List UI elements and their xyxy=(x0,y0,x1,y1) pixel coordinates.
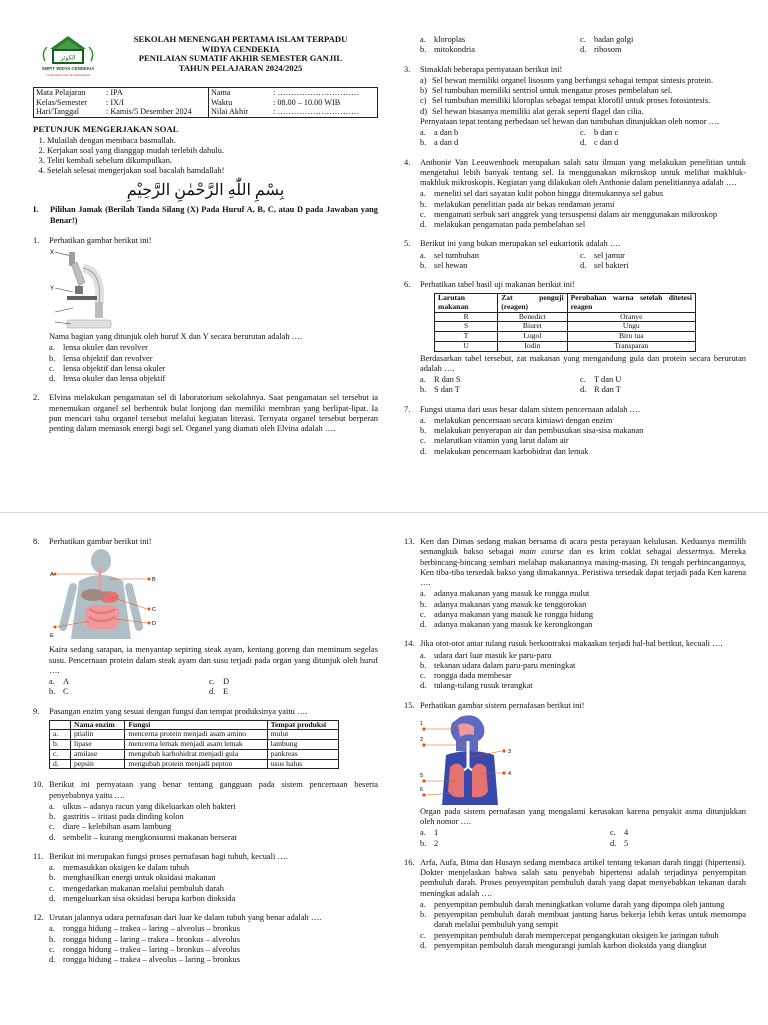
question-text: Ken dan Dimas sedang makan bersama di acara pesta perayaan kelulusan. Keduanya memilih semangkuk bakso sebagai main course dan es krim coklat sebagai dessertnya. Mereka berbincang-bincang sembari melahap makanannya masing-masing. Di tengah perbincangannya, Ken tiba-tiba tersedak bakso yang dimakannya. Peristiwa tersedak dapat terjadi pada Ken karena …. xyxy=(420,537,746,587)
basmalah-calligraphy: بِسْمِ اللّٰهِ الرَّحْمٰنِ الرَّحِيْمِ xyxy=(126,181,285,199)
answer-option-b[interactable]: b. sel hewan xyxy=(420,260,468,270)
answer-option-b[interactable]: b. mitokondria xyxy=(420,45,475,55)
question-number: 7. xyxy=(404,404,411,414)
question-number: 13. xyxy=(404,537,415,546)
question-text: Anthonie Van Leeuwenhoek merupakan salah satu ilmuan yang melakukan penelitian untuk mengetahui lebih banyak tentang sel. Ia menggunakan mikroskop untuk melihat makhluk-makhluk mikroskopis. Kegiatan yang dilakukan oleh Anthonie dalam penelitiannya adalah …. xyxy=(420,157,746,187)
answer-option-b[interactable]: b. C xyxy=(49,687,69,697)
question-14 xyxy=(404,639,746,691)
answer-option-c[interactable]: c. adanya makanan yang masuk ke rongga hidung xyxy=(420,609,594,619)
table-row: U Iodin Transparan xyxy=(435,341,696,351)
question-number: 16. xyxy=(404,857,415,867)
figure-label-a: A xyxy=(50,572,54,579)
question-stem: Kaira sedang sarapan, ia menyantap sepiring steak ayam, kentang goreng dan meminum segelas susu. Pencernaan protein dalam steak ayam dan susu terjadi pada organ yang ditunjuk oleh huruf …. xyxy=(49,645,378,675)
answer-option-b[interactable]: b. melakukan penyerapan air dan pembusukan sisa-sisa makanan xyxy=(420,426,644,436)
answer-option-c[interactable]: c. T dan U xyxy=(580,375,622,385)
answer-option-b[interactable]: b. adanya makanan yang masuk ke tenggorokan xyxy=(420,599,587,609)
question-stem: Berdasarkan tabel tersebut, zat makanan yang mengandung gula dan protein secara berurutan adalah …. xyxy=(420,353,746,373)
table-row[interactable]: c. amilase mengubah karbohidrat menjadi gula pankreas xyxy=(50,749,339,759)
question-text: Perhatikan gambar berikut ini! xyxy=(49,235,152,245)
question-text: Urutan jalannya udara pernafasan dari luar ke dalam tubuh yang benar adalah …. xyxy=(49,913,322,923)
answer-options xyxy=(49,343,378,384)
question-number: 10. xyxy=(33,780,44,790)
info-row xyxy=(34,107,378,117)
question-9 xyxy=(33,707,378,772)
answer-option-a[interactable]: a. kloroplas xyxy=(420,35,466,44)
answer-options xyxy=(420,128,746,149)
answer-option-d[interactable]: d. tulang-tulang rusuk terangkat xyxy=(420,681,533,691)
section-instruction: Pilihan Jamak (Berilah Tanda Silang (X) Pada Huruf A, B, C, atau D pada Jawaban yang Benar!) xyxy=(50,205,378,225)
respiratory-system-figure xyxy=(420,711,520,807)
answer-option-a[interactable]: a. memasukkan oksigen ke dalam tubuh xyxy=(49,863,190,873)
answer-options xyxy=(49,802,378,843)
question-4 xyxy=(404,158,746,231)
answer-option-d[interactable]: d. c dan d xyxy=(580,138,619,148)
school-name-2: WIDYA CENDEKIA xyxy=(201,43,280,54)
answer-option-c[interactable]: c. lensa objektif dan lensa okuler xyxy=(49,363,166,373)
answer-option-a[interactable]: a. sel tumbuhan xyxy=(420,250,479,260)
answer-option-d[interactable]: d. 5 xyxy=(610,838,629,848)
info-label: Mata Pelajaran xyxy=(34,88,105,98)
answer-option-d[interactable]: d. E xyxy=(209,687,229,697)
question-13 xyxy=(404,537,746,630)
answer-option-a[interactable]: a. A xyxy=(49,677,70,686)
answer-option-b[interactable]: b. 2 xyxy=(420,838,439,848)
answer-option-c[interactable]: c. b dan c xyxy=(580,128,619,137)
statement-list xyxy=(420,76,746,117)
info-label: Nama xyxy=(209,88,272,98)
question-number: 11. xyxy=(33,851,44,861)
question-number: 15. xyxy=(404,700,415,710)
answer-options xyxy=(420,416,746,457)
statement-item: a) Sel hewan memiliki organel lisosom yang berfungsi sebagai tempat sintesis protein. xyxy=(420,75,714,85)
enzyme-table xyxy=(49,720,339,770)
answer-options xyxy=(420,828,746,849)
question-6 xyxy=(404,280,746,396)
answer-option-c[interactable]: c. D xyxy=(209,677,230,686)
question-10 xyxy=(33,780,378,843)
question-5 xyxy=(404,239,746,271)
statement-item: b) Sel tumbuhan memiliki sentriol untuk mengatur proses pembelahan sel. xyxy=(420,86,673,95)
page-2-right-column xyxy=(404,537,746,960)
instructions-list xyxy=(33,136,378,177)
exam-page-1 xyxy=(0,0,768,512)
answer-option-c[interactable]: c. melarutkan vitamin yang larut dalam air xyxy=(420,436,569,446)
table-header: Fungsi xyxy=(125,720,267,730)
answer-options xyxy=(49,863,378,904)
question-number: 6. xyxy=(404,280,411,289)
table-row[interactable]: a. ptialin mencerna protein menjadi asam amino mulut xyxy=(50,730,339,740)
digestive-system-figure xyxy=(49,547,159,645)
question-text: Berikut ini pernyataan yang benar tentang gangguan pada sistem pencernaan beserta penyebabnya yaitu …. xyxy=(49,780,378,800)
question-8 xyxy=(33,537,378,698)
answer-option-d[interactable]: d. sembelit – kurang mengkonsumsi makanan berserat xyxy=(49,832,237,842)
question-text: Elvina melakukan pengamatan sel di laboratorium sekolahnya. Saat pengamatan sel tersebut ia menemukan organel sel berbentuk bulat lonjong dan memiliki membran yang berlipat-lipat. Ia pun mencari tahu organel tersebut melalui kegiatan literasi. Ternyata organel tersebut berperan penting dalam memasok energi bagi sel. Organel yang diamati oleh Elvina adalah …. xyxy=(49,393,378,433)
info-row xyxy=(34,88,378,98)
score-field[interactable]: : ………………………… xyxy=(271,107,378,117)
answer-option-a[interactable]: a. penyempitan pembuluh darah meningkatkan volume darah yang dipompa oleh jantung xyxy=(420,899,725,909)
info-value: : IPA xyxy=(104,88,209,98)
answer-option-a[interactable]: a. ulkus – adanya racun yang dikeluarkan oleh bakteri xyxy=(49,801,236,811)
question-number: 5. xyxy=(404,239,411,249)
figure-label-d: D xyxy=(152,621,156,628)
figure-label-b: B xyxy=(152,577,156,584)
page-1-left-column xyxy=(33,35,378,443)
table-header: Nama enzim xyxy=(71,720,125,730)
question-1 xyxy=(33,236,378,385)
exam-title: PENILAIAN SUMATIF AKHIR SEMESTER GANJIL xyxy=(138,53,343,64)
answer-option-b[interactable]: b. penyempitan pembuluh darah membuat jantung harus bekerja lebih keras untuk memompa darah melalui pembuluh yang sempit xyxy=(420,910,746,930)
exam-page-2 xyxy=(0,512,768,1025)
question-11 xyxy=(33,852,378,904)
question-stem: Organ pada sistem pernafasan yang mengalami kerusakan karena penyakit asma ditunjukkan oleh nomor …. xyxy=(420,806,746,826)
answer-option-d[interactable]: d. sel bakteri xyxy=(580,260,629,270)
info-value: : IX/I xyxy=(104,98,209,108)
info-label: Kelas/Semester xyxy=(34,98,105,108)
exam-header xyxy=(33,35,378,85)
table-row: T Lugol Biru tua xyxy=(435,332,696,342)
question-text: Simaklah beberapa pernyataan berikut ini! xyxy=(420,64,563,74)
school-name: SEKOLAH MENENGAH PERTAMA ISLAM TERPADU xyxy=(133,34,348,44)
answer-option-c[interactable]: c. 4 xyxy=(610,828,629,838)
figure-label-2: 2 xyxy=(420,736,424,743)
answer-options xyxy=(420,651,746,692)
answer-option-c[interactable]: c. rongga hidung – trakea – laring – bronkus – alveolus xyxy=(49,944,240,954)
answer-options xyxy=(420,251,746,272)
answer-option-c[interactable]: c. rongga dada membesar xyxy=(420,671,512,680)
question-number: 8. xyxy=(33,537,40,546)
answer-option-a[interactable]: a. udara dari luar masuk ke paru-paru xyxy=(420,650,552,660)
answer-option-b[interactable]: b. a dan d xyxy=(420,138,459,148)
question-7 xyxy=(404,405,746,457)
statement-item: c) Sel tumbuhan memiliki kloroplas sebagai tempat klorofil untuk proses fotosintesis. xyxy=(420,96,711,106)
academic-year: TAHUN PELAJARAN 2024/2025 xyxy=(178,62,303,73)
instruction-item: 1. Mulailah dengan membaca basmallah. xyxy=(47,136,378,146)
answer-option-b[interactable]: b. gastritis – iritasi pada dinding kolon xyxy=(49,812,184,822)
question-16 xyxy=(404,858,746,951)
name-field[interactable]: : ………………………… xyxy=(271,88,378,98)
table-header: Zat penguji (reagen) xyxy=(498,294,567,312)
answer-option-a[interactable]: a. R dan S xyxy=(420,375,461,385)
answer-option-b[interactable]: b. lensa objektif dan revolver xyxy=(49,353,153,363)
table-row: S Biuret Ungu xyxy=(435,322,696,332)
table-header: Perubahan warna setelah ditetesi reagen xyxy=(567,294,695,312)
question-number: 3. xyxy=(404,64,411,74)
logo-motto: Cerdas Berprestasi Berakhlak Mulia xyxy=(45,73,91,77)
question-2-options xyxy=(404,34,746,56)
microscope-figure xyxy=(49,246,119,332)
question-text: Pasangan enzim yang sesuai dengan fungsi dan tempat produksinya yaitu …. xyxy=(49,706,308,716)
food-test-table xyxy=(434,293,696,351)
info-row xyxy=(34,98,378,108)
answer-options xyxy=(420,589,746,630)
question-number: 14. xyxy=(404,639,415,649)
answer-option-a[interactable]: a. adanya makanan yang masuk ke rongga mulut xyxy=(420,589,590,599)
answer-option-c[interactable]: c. sel jamur xyxy=(580,250,625,260)
answer-option-d[interactable]: d. penyempitan pembuluh darah mengurangi jumlah karbon dioksida yang diangkut xyxy=(420,940,707,950)
question-2 xyxy=(33,393,378,434)
answer-option-d[interactable]: d. adanya makanan yang masuk ke kerongkongan xyxy=(420,620,593,629)
answer-option-b[interactable]: b. rongga hidung – laring – trakea – bronkus – alveolus xyxy=(49,934,240,944)
answer-option-a[interactable]: a. meneliti sel dari sayatan kulit pohon hingga ditemukannya sel gabus xyxy=(420,189,664,199)
question-number: 1. xyxy=(33,235,40,245)
question-stem: Pernyataan tepat tentang perbedaan sel hewan dan tumbuhan ditunjukkan oleh nomor …. xyxy=(420,116,720,126)
school-logo xyxy=(35,35,101,79)
question-number: 12. xyxy=(33,913,44,923)
answer-option-a[interactable]: a. lensa okuler dan revolver xyxy=(49,343,148,353)
question-text: Fungsi utama dari usus besar dalam sistem pencernaan adalah …. xyxy=(420,404,641,414)
question-text: Jika otot-otot antar tulang rusuk berkontraksi makaakan terjadi hal-hal berikut, kecuali …. xyxy=(420,639,723,649)
student-info-table xyxy=(33,87,378,118)
answer-option-b[interactable]: b. melakukan penelitian pada air bekas rendaman jerami xyxy=(420,199,615,209)
instructions-title: PETUNJUK MENGERJAKAN SOAL xyxy=(33,124,179,135)
figure-label-y: Y xyxy=(50,286,55,292)
answer-option-d[interactable]: d. melakukan pengamatan pada pembelahan sel xyxy=(420,220,586,229)
instruction-item: 4. Setelah selesai mengerjakan soal bacalah hamdallah! xyxy=(47,166,378,176)
question-text: Perhatikan gambar berikut ini! xyxy=(49,537,152,546)
answer-options xyxy=(420,189,746,230)
answer-option-c[interactable]: c. mengedarkan makanan melalui pembuluh darah xyxy=(49,883,224,893)
figure-label-6: 6 xyxy=(420,786,424,793)
answer-options xyxy=(49,677,378,698)
question-15 xyxy=(404,701,746,849)
info-label: Waktu xyxy=(211,97,233,107)
answer-option-c[interactable]: c. penyempitan pembuluh darah mempercepat pengangkutan oksigen ke jaringan tubuh xyxy=(420,930,719,940)
instruction-item: 2. Kerjakan soal yang dianggap mudah terlebih dahulu. xyxy=(47,146,378,156)
instruction-item: 3. Teliti kembali sebelum dikumpulkan. xyxy=(47,156,378,166)
statement-item: d) Sel hewan biasanya memiliki alat gerak seperti flagel dan cilia. xyxy=(420,106,644,116)
table-header-row xyxy=(435,294,696,312)
answer-option-c[interactable]: c. badan golgi xyxy=(580,35,634,44)
table-header: Tempat produksi xyxy=(267,720,338,730)
table-row[interactable]: d. pepsin mengubah protein menjadi pepton usus halus xyxy=(50,759,339,769)
answer-option-a[interactable]: a. a dan b xyxy=(420,128,459,137)
question-3 xyxy=(404,65,746,149)
figure-label-4: 4 xyxy=(508,770,512,777)
answer-option-d[interactable]: d. lensa okuler dan lensa objektif xyxy=(49,374,166,383)
figure-label-3: 3 xyxy=(508,748,512,755)
question-stem: Nama bagian yang ditunjuk oleh huruf X dan Y secara berurutan adalah …. xyxy=(49,332,303,341)
question-text: Berikut ini yang bukan merupakan sel eukariotik adalah …. xyxy=(420,239,621,249)
section-number: I. xyxy=(33,205,39,215)
answer-option-c[interactable]: c. mengamati serbuk sari anggrek yang tersuspensi dalam air menggunakan mikroskop xyxy=(420,209,718,219)
table-header: Larutan makanan xyxy=(435,294,498,312)
question-text: Berikut ini merupakan fungsi proses pernafasan bagi tubuh, kecuali …. xyxy=(49,851,288,861)
question-number: 9. xyxy=(33,706,40,716)
logo-school-name: SMPIT WIDYA CENDEKIA xyxy=(41,66,95,71)
answer-option-d[interactable]: d. mengeluarkan sisa oksidasi berupa karbon dioksida xyxy=(49,893,236,903)
answer-options xyxy=(420,375,746,396)
question-12 xyxy=(33,913,378,965)
info-value: : 08.00 – 10.00 WIB xyxy=(271,98,378,108)
figure-label-e: E xyxy=(50,633,54,640)
figure-label-c: C xyxy=(152,607,156,614)
figure-label-1: 1 xyxy=(420,720,424,727)
question-text: Perhatikan tabel hasil uji makanan berikut ini! xyxy=(420,280,575,289)
answer-option-b[interactable]: b. tekanan udara dalam paru-paru meningkat xyxy=(420,660,576,670)
page-2-left-column xyxy=(33,537,378,974)
answer-option-d[interactable]: d. rongga hidung – trakea – alveolus – laring – bronkus xyxy=(49,955,240,965)
answer-option-b[interactable]: b. menghasilkan energi untuk oksidasi makanan xyxy=(49,873,216,883)
question-number: 2. xyxy=(33,393,40,403)
figure-label-5: 5 xyxy=(420,772,424,779)
info-label: Nilai Akhir xyxy=(209,107,272,117)
school-heading xyxy=(103,35,378,74)
question-text: Perhatikan gambar sistem pernafasan berikut ini! xyxy=(420,700,585,710)
answer-option-b[interactable]: b. S dan T xyxy=(420,385,460,395)
answer-option-a[interactable]: a. melakukan pencernaan secara kimiawi dengan enzim xyxy=(420,415,613,425)
table-row[interactable]: b. lipase mencerna lemak menjadi asam lemak lambung xyxy=(50,740,339,750)
section-title xyxy=(33,205,378,226)
answer-option-a[interactable]: a. 1 xyxy=(420,828,439,838)
answer-options xyxy=(49,924,378,965)
answer-option-d[interactable]: d. melakukan pencernaan karbohidrat dan lemak xyxy=(420,446,589,456)
page-1-right-column xyxy=(404,34,746,466)
logo-arabic-text: الكوثر xyxy=(60,54,76,62)
question-text: Arfa, Aufa, Bima dan Husayn sedang membaca artikel tentang tekanan darah tinggi (hipertensi). Dokter menjelaskan bahwa salah satu penyebab hipertensi adalah terjadinya penyempitan pembuluh darah. Proses penyempitan pembuluh darah yang dapat menyebabkan tekanan darah meningkat adalah …. xyxy=(420,857,746,898)
figure-label-x: X xyxy=(50,250,55,256)
answer-option-d[interactable]: d. ribosom xyxy=(580,45,622,55)
answer-option-a[interactable]: a. rongga hidung – trakea – laring – alveolus – bronkus xyxy=(49,924,240,934)
answer-options xyxy=(420,900,746,951)
info-value: : Kamis/5 Desember 2024 xyxy=(104,107,209,117)
question-number: 4. xyxy=(404,157,411,167)
answer-option-d[interactable]: d. R dan T xyxy=(580,385,621,395)
answer-option-c[interactable]: c. diare – kelebihan asam lambung xyxy=(49,822,172,832)
answer-options xyxy=(420,35,746,56)
info-label: Hari/Tanggal xyxy=(34,107,105,117)
table-row: R Benedict Oranye xyxy=(435,312,696,322)
